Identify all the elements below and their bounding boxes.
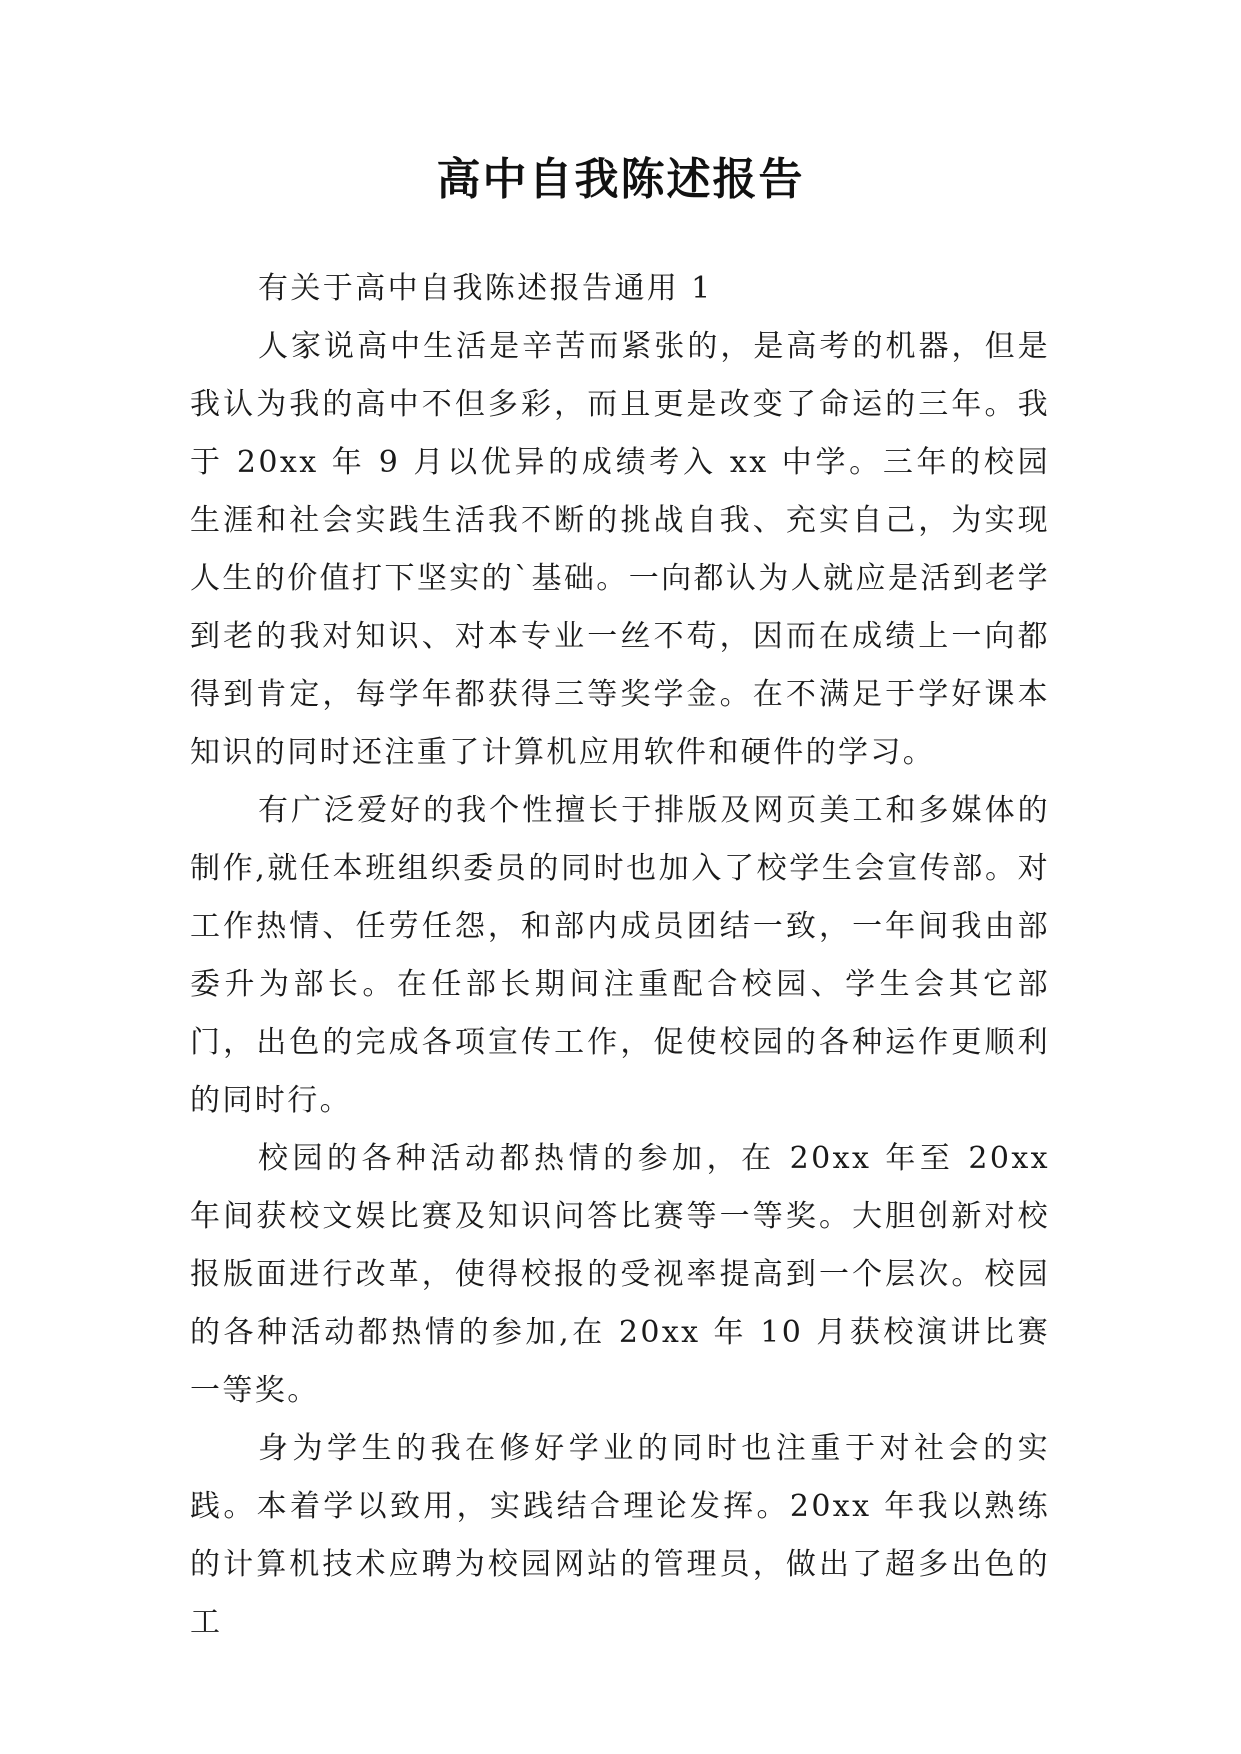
paragraph-1: 人家说高中生活是辛苦而紧张的，是高考的机器，但是我认为我的高中不但多彩，而且更是改变了命运的三年。我于 20xx 年 9 月以优异的成绩考入 xx 中学。三年的校园生涯和社会实践生活我不断的挑战自我、充实自己，为实现人生的价值打下坚实的`基础。一向都认为人就应是活到老学到老的我对知识、对本专业一丝不苟，因而在成绩上一向都得到肯定，每学年都获得三等奖学金。在不满足于学好课本知识的同时还注重了计算机应用软件和硬件的学习。 [190, 329, 1050, 770]
paragraph-3: 校园的各种活动都热情的参加，在 20xx 年至 20xx 年间获校文娱比赛及知识问答比赛等一等奖。大胆创新对校报版面进行改革，使得校报的受视率提高到一个层次。校园的各种活动都热情的参加,在 20xx 年 10 月获校演讲比赛一等奖。 [190, 1141, 1050, 1408]
paragraph-4: 身为学生的我在修好学业的同时也注重于对社会的实践。本着学以致用，实践结合理论发挥。20xx 年我以熟练的计算机技术应聘为校园网站的管理员，做出了超多出色的工 [190, 1431, 1050, 1640]
paragraph-2: 有广泛爱好的我个性擅长于排版及网页美工和多媒体的制作,就任本班组织委员的同时也加入了校学生会宣传部。对工作热情、任劳任怨，和部内成员团结一致，一年间我由部委升为部长。在任部长期间注重配合校园、学生会其它部门，出色的完成各项宣传工作，促使校园的各种运作更顺利的同时行。 [190, 793, 1050, 1118]
document-subheading: 有关于高中自我陈述报告通用 1 [258, 271, 713, 306]
document-title: 高中自我陈述报告 [436, 154, 805, 205]
document-body [190, 260, 1050, 1652]
